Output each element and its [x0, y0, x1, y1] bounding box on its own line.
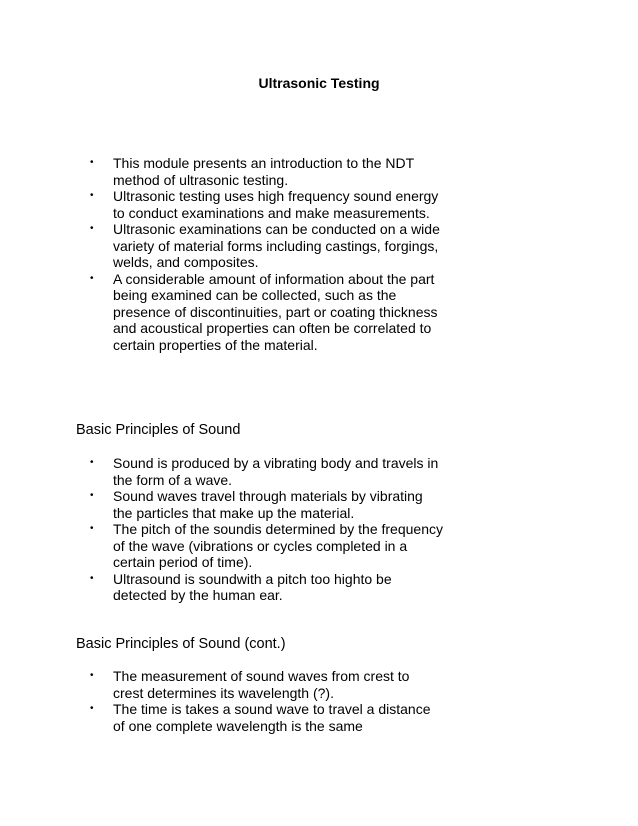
- list-item-text: Ultrasonic testing uses high frequency sound energy to conduct examinations and make measurements.: [113, 188, 439, 221]
- list-item-text: The pitch of the soundis determined by the frequency of the wave (vibrations or cycles completed in a certain period of time).: [113, 521, 443, 570]
- list-item-text: Ultrasound is soundwith a pitch too highto be detected by the human ear.: [113, 570, 392, 603]
- list-item: [90, 188, 443, 221]
- list-item-text: Sound is produced by a vibrating body and travels in the form of a wave.: [113, 455, 439, 488]
- section-heading-basic-principles-cont: Basic Principles of Sound (cont.): [76, 636, 286, 652]
- list-item-text: The measurement of sound waves from crest to crest determines its wavelength (?).: [113, 668, 410, 701]
- list-item: [90, 270, 443, 354]
- list-item-text: The time is takes a sound wave to travel a distance of one complete wavelength is the same: [113, 701, 431, 734]
- bullet-icon: •: [90, 223, 94, 234]
- list-item-text: A considerable amount of information about the part being examined can be collected, such as the presence of discontinuities, part or coating thickness and acoustical properties can often be correlated to certain properties of the material.: [113, 270, 438, 353]
- bullet-icon: •: [90, 670, 94, 681]
- bullet-icon: •: [90, 157, 94, 168]
- intro-bullet-list: [0, 155, 638, 353]
- list-item: [90, 221, 443, 271]
- list-item: [90, 488, 443, 521]
- list-item: [90, 521, 443, 571]
- bullet-icon: •: [90, 572, 94, 584]
- page-title: Ultrasonic Testing: [258, 75, 380, 91]
- basic-principles-cont-bullet-list: [0, 668, 638, 734]
- list-item-text: Sound waves travel through materials by vibrating the particles that make up the material.: [113, 488, 423, 521]
- list-item: [90, 668, 443, 701]
- bullet-icon: •: [90, 703, 94, 714]
- list-item-text: Ultrasonic examinations can be conducted on a wide variety of material forms including castings, forgings, welds, and composites.: [113, 221, 440, 270]
- list-item: [90, 455, 443, 488]
- bullet-icon: •: [90, 523, 94, 534]
- list-item: [90, 701, 443, 734]
- bullet-icon: •: [90, 457, 94, 468]
- bullet-icon: •: [90, 190, 94, 201]
- bullet-icon: •: [90, 272, 94, 284]
- section-heading-basic-principles: Basic Principles of Sound: [76, 422, 241, 438]
- basic-principles-bullet-list: [0, 455, 638, 604]
- bullet-icon: •: [90, 490, 94, 501]
- list-item-text: This module presents an introduction to the NDT method of ultrasonic testing.: [113, 155, 414, 188]
- list-item: [90, 155, 443, 188]
- list-item: [90, 570, 443, 604]
